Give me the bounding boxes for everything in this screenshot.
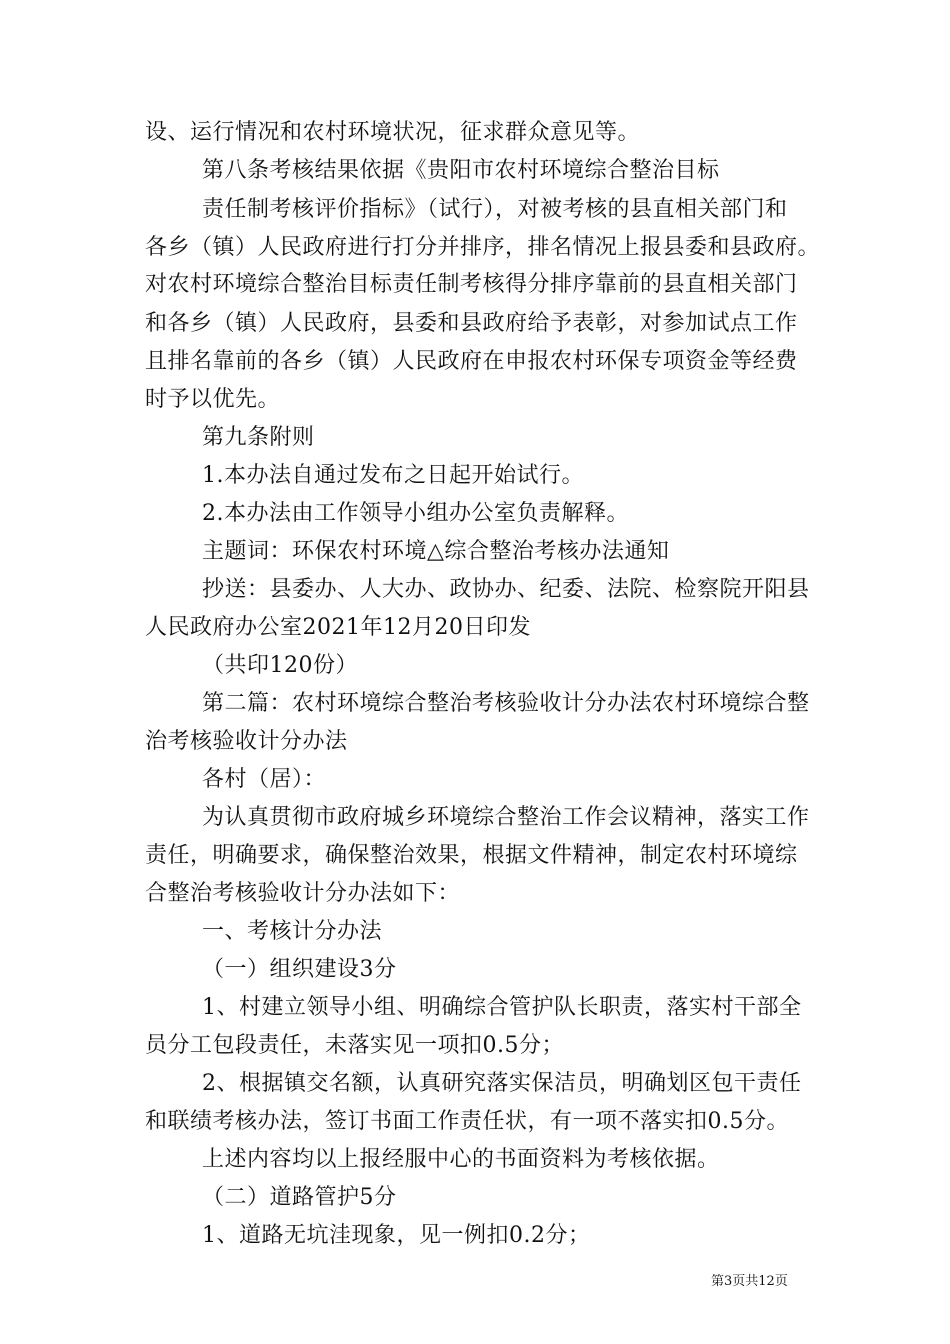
text-line: 第九条附则 [202, 425, 315, 450]
text-line: 1、村建立领导小组、明确综合管护队长职责，落实村干部全 [202, 995, 802, 1020]
text-line: （二）道路管护5分 [202, 1185, 397, 1210]
text-line: 责任制考核评价指标》（试行），对被考核的县直相关部门和 [202, 197, 788, 222]
text-line: 各乡（镇）人民政府进行打分并排序，排名情况上报县委和县政府。 [145, 235, 821, 260]
text-line: 人民政府办公室2021年12月20日印发 [145, 615, 531, 640]
text-line: 1、道路无坑洼现象，见一例扣0.2分； [202, 1223, 591, 1248]
text-line: 第八条考核结果依据《贵阳市农村环境综合整治目标 [202, 158, 720, 183]
text-line: 2、根据镇交名额，认真研究落实保洁员，明确划区包干责任 [202, 1071, 802, 1096]
text-line: 治考核验收计分办法 [145, 729, 348, 754]
text-line: 各村（居）： [202, 767, 327, 792]
text-line: 且排名靠前的各乡（镇）人民政府在申报农村环保专项资金等经费 [145, 349, 798, 374]
text-line: 合整治考核验收计分办法如下： [145, 881, 461, 906]
text-line: （共印120份） [202, 653, 358, 678]
text-line: 员分工包段责任，未落实见一项扣0.5分； [145, 1033, 564, 1058]
text-line: 为认真贯彻市政府城乡环境综合整治工作会议精神，落实工作 [202, 805, 810, 830]
text-line: 1.本办法自通过发布之日起开始试行。 [202, 463, 584, 488]
text-line: 时予以优先。 [145, 387, 281, 412]
text-line: （一）组织建设3分 [202, 957, 397, 982]
text-line: 一、考核计分办法 [202, 919, 383, 944]
text-line: 和联绩考核办法，签订书面工作责任状，有一项不落实扣0.5分。 [145, 1109, 789, 1134]
text-line: 第二篇：农村环境综合整治考核验收计分办法农村环境综合整 [202, 691, 810, 716]
text-line: 抄送：县委办、人大办、政协办、纪委、法院、检察院开阳县 [202, 577, 810, 602]
text-line: 和各乡（镇）人民政府，县委和县政府给予表彰，对参加试点工作 [145, 311, 798, 336]
text-line: 上述内容均以上报经服中心的书面资料为考核依据。 [202, 1147, 720, 1172]
text-line: 设、运行情况和农村环境状况，征求群众意见等。 [145, 120, 641, 145]
text-line: 对农村环境综合整治目标责任制考核得分排序靠前的县直相关部门 [145, 272, 798, 297]
text-line: 主题词：环保农村环境△综合整治考核办法通知 [202, 539, 670, 564]
text-line: 2.本办法由工作领导小组办公室负责解释。 [202, 501, 629, 526]
text-line: 责任，明确要求，确保整治效果，根据文件精神，制定农村环境综 [145, 843, 798, 868]
page-number: 第3页共12页 [711, 1274, 788, 1289]
